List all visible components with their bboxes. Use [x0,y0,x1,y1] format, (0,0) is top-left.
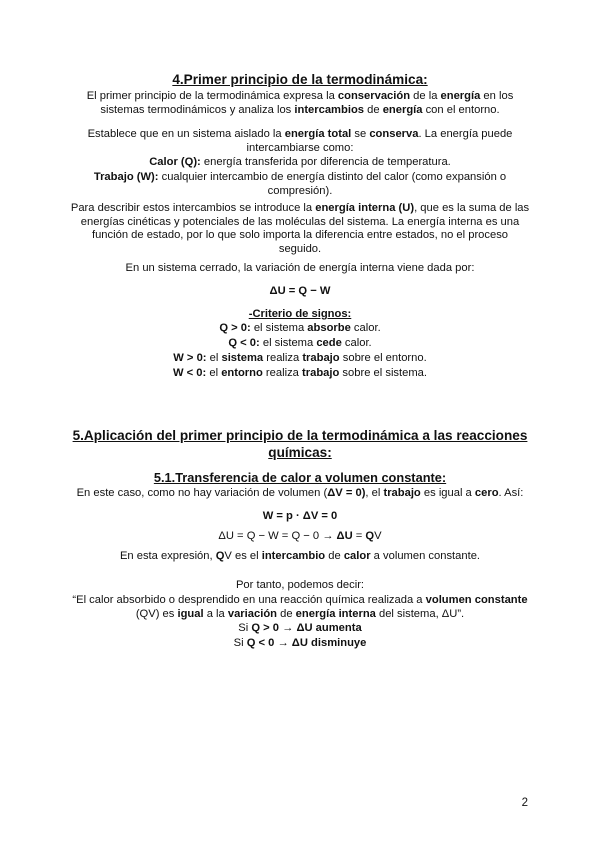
sign-w-positive: W > 0: el sistema realiza trabajo sobre el entorno. [173,352,427,364]
section-5-title: 5.Aplicación del primer principio de la termodinámica a las reacciones químicas: [72,428,528,460]
section-4-intro: El primer principio de la termodinámica expresa la conservación de la energía en los sistemas termodinámicos y analiza los intercambios de energía con el entorno. [86,90,514,116]
definition-trabajo: Trabajo (W): cualquier intercambio de energía distinto del calor (como expansión o compresión). [93,171,507,197]
sign-q-positive: Q > 0: el sistema absorbe calor. [219,322,381,334]
first-law-equation: ΔU = Q − W [269,285,331,297]
sign-w-negative: W < 0: el entorno realiza trabajo sobre el sistema. [172,367,427,379]
energy-equation: ΔU = Q − W = Q − 0 → ΔU = QV [218,530,382,542]
work-equation: W = p · ΔV = 0 [262,510,338,522]
condition-q-positive: Si Q > 0 → ΔU aumenta [238,622,362,634]
section-4-title: 4.Primer principio de la termodinámica: [172,72,428,87]
section-4-paragraph-4: En un sistema cerrado, la variación de energía interna viene dada por: [125,262,475,274]
condition-q-negative: Si Q < 0 → ΔU disminuye [233,637,367,649]
subsection-5-1-title: 5.1.Transferencia de calor a volumen constante: [153,470,447,485]
section-4-paragraph-2: Establece que en un sistema aislado la energía total se conserva. La energía puede intercambiarse como: [87,128,513,154]
section-5-paragraph-2: En esta expresión, QV es el intercambio de calor a volumen constante. [119,550,481,562]
page-number: 2 [521,797,528,809]
section-5-paragraph-1: En este caso, como no hay variación de volumen (ΔV = 0), el trabajo es igual a cero. Así: [76,487,524,499]
signs-criterion-title: -Criterio de signos: [248,308,352,320]
definition-calor: Calor (Q): energía transferida por diferencia de temperatura. [149,156,451,168]
conclusion-quote: “El calor absorbido o desprendido en una reacción química realizada a volumen constante (QV) es igual a la variación de energía interna del sistema, ΔU”. [72,594,528,620]
section-4-paragraph-3: Para describir estos intercambios se introduce la energía interna (U), que es la suma de las energías cinéticas y potenciales de las moléculas del sistema. La energía interna es una función de estado, por lo que solo importa la diferencia entre estados, no el proceso seguido. [70,202,530,255]
section-5-paragraph-3: Por tanto, podemos decir: [235,579,365,591]
sign-q-negative: Q < 0: el sistema cede calor. [228,337,372,349]
